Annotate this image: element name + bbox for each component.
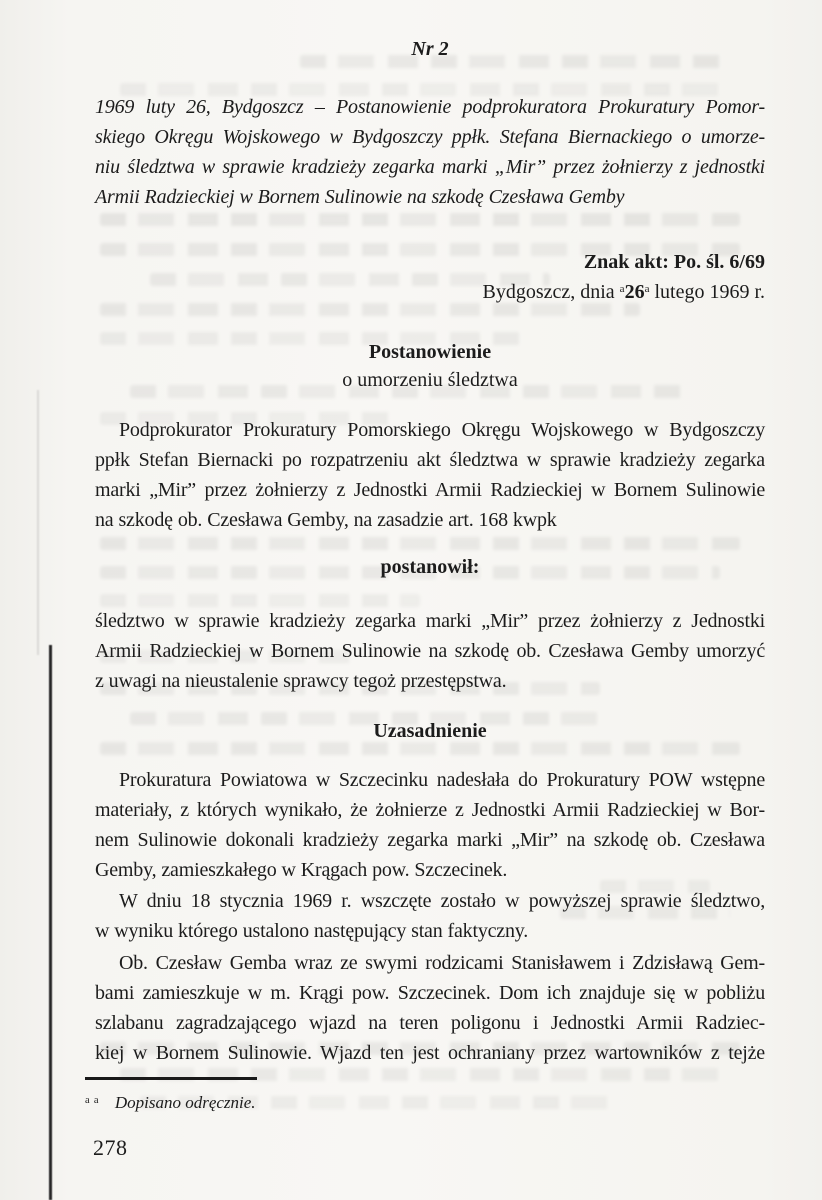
footnote-marker-2: a — [93, 1095, 99, 1106]
date-line — [95, 277, 765, 307]
text-line: materiały, z których wynikało, że żołnierze z Jednostki Armii Radzieckiej w Bor- — [95, 799, 765, 821]
text-line: W dniu 18 stycznia 1969 r. wszczęte zostało w powyższej sprawie śledztwo, — [119, 890, 765, 912]
paragraph-prosecutor — [95, 415, 765, 535]
bleedthrough-line — [100, 537, 740, 550]
bleedthrough-line — [100, 213, 740, 226]
paragraph-investigation-start — [95, 886, 765, 946]
document-number-heading: Nr 2 — [411, 38, 449, 60]
text-line: niu śledztwa w sprawie kradzieży zegarka marki „Mir” przez żołnierzy z jednostki — [95, 156, 765, 178]
decision-title: Postanowienie — [368, 341, 492, 363]
paragraph-gemba-family — [95, 948, 765, 1068]
text-line: szlabanu zagradzającego wjazd na teren poligonu i Jednostki Armii Radziec- — [95, 1012, 765, 1034]
decision-subtitle: o umorzeniu śledztwa — [342, 369, 518, 391]
text-line: ppłk Stefan Biernacki po rozpatrzeniu akt śledztwa w sprawie kradzieży zegarka — [95, 449, 765, 471]
text-line: Podprokurator Prokuratury Pomorskiego Okręgu Wojskowego w Bydgoszczy — [119, 419, 765, 441]
headnote-paragraph — [95, 92, 765, 212]
scan-artifact-line-dark — [49, 645, 52, 1200]
handwritten-note-marker-open: a — [619, 283, 625, 295]
paragraph-resolution — [95, 606, 765, 696]
text-line: śledztwo w sprawie kradzieży zegarka marki „Mir” przez żołnierzy z Jednostki — [95, 610, 765, 632]
text-line: Armii Radzieckiej w Bornem Sulinowie na szkodę ob. Czesława Gemby umorzyć — [95, 640, 765, 662]
text-line: Gemby, zamieszkałego w Krągach pow. Szczecinek. — [95, 859, 508, 881]
text-line: 1969 luty 26, Bydgoszcz – Postanowienie podprokuratora Prokuratury Pomor- — [95, 96, 765, 118]
footnote-divider — [85, 1077, 257, 1080]
text-line: z uwagi na nieustalenie sprawcy tegoż przestępstwa. — [95, 670, 507, 692]
footnote — [85, 1091, 685, 1115]
text-line: marki „Mir” przez żołnierzy z Jednostki Armii Radzieckiej w Bornem Sulinowie — [95, 479, 765, 501]
resolution-heading: postanowił: — [380, 556, 480, 578]
text-line: Prokuratura Powiatowa w Szczecinku nadesłała do Prokuratury POW wstępne — [119, 769, 765, 791]
text-line: skiego Okręgu Wojskowego w Bydgoszczy ppłk. Stefana Biernackiego o umorze- — [95, 126, 765, 148]
text-line: w wyniku którego ustalono następujący stan faktyczny. — [95, 920, 529, 942]
text-line: nem Sulinowie dokonali kradzieży zegarka marki „Mir” na szkodę ob. Czesława — [95, 829, 765, 851]
footnote-text: Dopisano odręcznie. — [114, 1093, 256, 1112]
text-line: Armii Radzieckiej w Bornem Sulinowie na szkodę Czesława Gemby — [95, 186, 625, 208]
footnote-marker-1: a — [85, 1095, 90, 1106]
case-number-line: Znak akt: Po. śl. 6/69 — [583, 251, 765, 273]
text-line: kiej w Bornem Sulinowie. Wjazd ten jest ochraniany przez wartowników z tejże — [95, 1042, 765, 1064]
date-suffix: lutego 1969 r. — [649, 281, 765, 303]
text-line: Ob. Czesław Gemba wraz ze swymi rodzicami Stanisławem i Zdzisławą Gem- — [119, 952, 765, 974]
handwritten-note-marker-close: a — [644, 283, 650, 295]
date-day: 26 — [624, 281, 645, 303]
text-line: bami zamieszkuje w m. Krągi pow. Szczecinek. Dom ich znajduje się w pobliżu — [95, 982, 765, 1004]
date-prefix: Bydgoszcz, dnia — [482, 281, 620, 303]
text-line: na szkodę ob. Czesława Gemby, na zasadzie art. 168 kwpk — [95, 509, 557, 531]
justification-heading: Uzasadnienie — [373, 720, 487, 742]
scan-artifact-line-faint — [37, 390, 39, 655]
page-number: 278 — [93, 1135, 128, 1160]
paragraph-district-prosecutor — [95, 765, 765, 885]
